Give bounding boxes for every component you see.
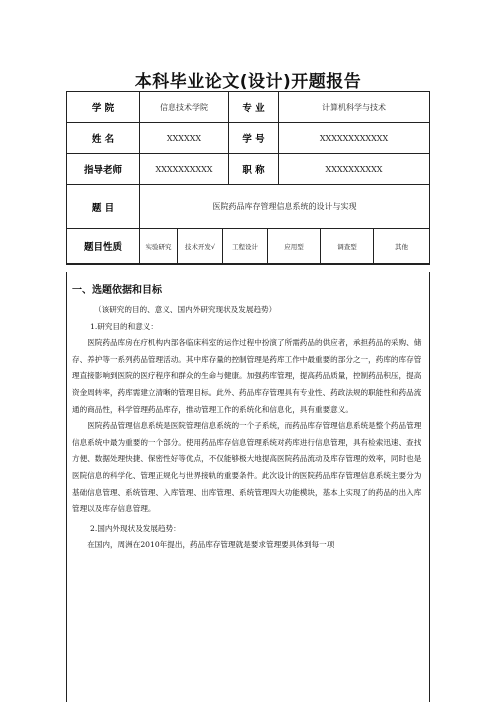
section-note: （该研究的目的、意义、国内外研究现状及发展趋势）: [94, 305, 277, 314]
nature-label: 题目性质: [67, 229, 140, 263]
form-row-nature: [67, 229, 429, 264]
subheading-purpose: 1.研究目的和意义：: [90, 321, 158, 331]
topic-value: 医院药品库存管理信息系统的设计与实现: [212, 202, 357, 211]
name-value: XXXXXX: [140, 123, 229, 153]
form-row-name: [67, 123, 429, 154]
section-heading: 一、选题依据和目标: [72, 285, 162, 296]
nature-option: 技术开发√: [178, 229, 223, 263]
college-label: 学 院: [67, 92, 140, 122]
nature-option: 实验研究: [140, 229, 178, 263]
nature-option: 工程设计: [223, 229, 268, 263]
form-row-topic: [67, 185, 429, 229]
subheading-status: 2.国内外现状及发展趋势：: [90, 523, 181, 533]
nature-option: 应用型: [268, 229, 321, 263]
page-title: 本科毕业论文(设计)开题报告: [134, 72, 362, 92]
topic-label: 题 目: [67, 185, 140, 228]
college-value: 信息技术学院: [140, 92, 229, 122]
section-body: [66, 272, 430, 702]
paragraph: 医院药品库房在疗机构内部各临床科室的运作过程中扮演了所需药品的供应者，承担药品的采购、储存、养护等一系列药品管理活动。其中库存量的控制管理是药库工作中最重要的部分之一，药库的库存管理直接影响到医院的医疗程序和群众的生命与健康。加强药库管理，提高药品质量，控制药品积压，提高资金周转率，药库需建立清晰的管理目标。此外、药品库存管理具有专业性、药政法规的职能性和药品流通的商品性，科学管理药品库存，推动管理工作的系统化和信息化，具有重要意义。: [72, 338, 422, 414]
advisor-value: XXXXXXXXXX: [140, 154, 229, 184]
paragraph: 医院药品管理信息系统是医院管理信息系统的一个子系统，而药品库存管理信息系统是整个药品管理信息系统中最为重要的一个部分。使用药品库存信息管理系统对药库进行信息管理，具有检索迅速、查找方便、数据处理快捷、保密性好等优点，不仅能够极大地提高医院药品流动及库存管理的效率，同时也是医院信息的科学化、管理正规化与世界接轨的重要条件。此次设计的医院药品库存管理信息系统主要分为基础信息管理、系统管理、入库管理、出库管理、系统管理四大功能模块，基本上实现了的药品的出入库管理以及库存信息管理。: [72, 421, 422, 514]
info-form: [66, 91, 430, 265]
name-label: 姓 名: [67, 123, 140, 153]
paragraph: 在国内，周洲在2010年提出，药品库存管理就是要求管理要具体到每一项: [87, 540, 335, 550]
major-value: 计算机科学与技术: [322, 102, 386, 112]
student-id-value: XXXXXXXXXXXX: [319, 133, 389, 143]
form-row-college: [67, 92, 429, 123]
rank-label: 职 称: [229, 154, 279, 184]
form-row-advisor: [67, 154, 429, 185]
nature-option: 调查型: [321, 229, 374, 263]
rank-value: XXXXXXXXXX: [325, 164, 383, 174]
advisor-label: 指导老师: [67, 154, 140, 184]
nature-option: 其他: [395, 242, 408, 251]
student-id-label: 学 号: [229, 123, 279, 153]
major-label: 专 业: [229, 92, 279, 122]
